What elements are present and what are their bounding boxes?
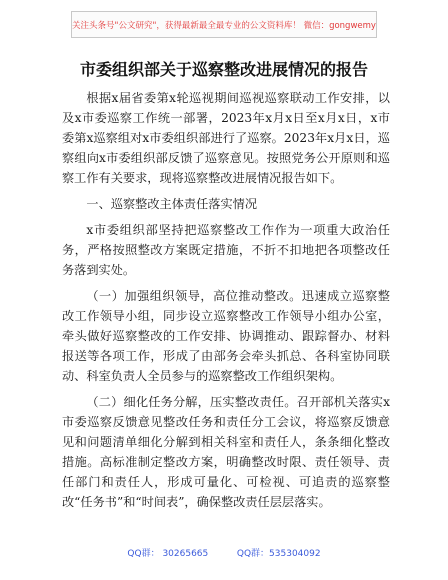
footer-qq-groups: QQ群： 30265665 QQ群：535304092 — [127, 549, 321, 559]
top-banner — [71, 11, 377, 38]
section-heading: 一、巡察整改主体责任落实情况 — [86, 197, 258, 211]
body-paragraph: （一）加强组织领导，高位推动整改。迅速成立巡察整改工作领导小组，同步设立巡察整改工作领导小组办公室，牵头做好巡察整改的工作安排、协调推动、跟踪督办、材料报送等各项工作，形成了由部务会牵头抓总、各科室协同联动、科室负责人全员参与的巡察整改工作组织架构。 — [62, 289, 390, 383]
document-body — [62, 88, 390, 512]
document-title: 市委组织部关于巡察整改进展情况的报告 — [79, 60, 368, 79]
intro-paragraph: 根据x届省委第x轮巡视期间巡视巡察联动工作安排，以及x市委巡察工作统一部署，2023年x月x日至x月x日，x市委第x巡察组对x市委组织部进行了巡察。2023年x月x日，巡察组向x市委组织部反馈了巡察意见。按照党务公开原则和巡察工作有关要求，现将巡察整改进展情况报告如下。 — [62, 91, 390, 185]
body-paragraph: （二）细化任务分解，压实整改责任。召开部机关落实x市委巡察反馈意见整改任务和责任分工会议，将巡察反馈意见和问题清单细化分解到相关科室和责任人，条条细化整改措施。高标准制定整改方案，明确整改时限、责任领导、责任部门和责任人，形成可量化、可检视、可追责的巡察整改“任务书”和“时间表”，确保整改责任层层落实。 — [62, 395, 390, 509]
banner-text: 关注头条号"公文研究"，获得最新最全最专业的公文资料库！ 微信：gongwemy — [72, 20, 376, 31]
body-paragraph: x市委组织部坚持把巡察整改工作作为一项重大政治任务，严格按照整改方案既定措施，不折不扣地把各项整改任务落到实处。 — [62, 223, 390, 277]
